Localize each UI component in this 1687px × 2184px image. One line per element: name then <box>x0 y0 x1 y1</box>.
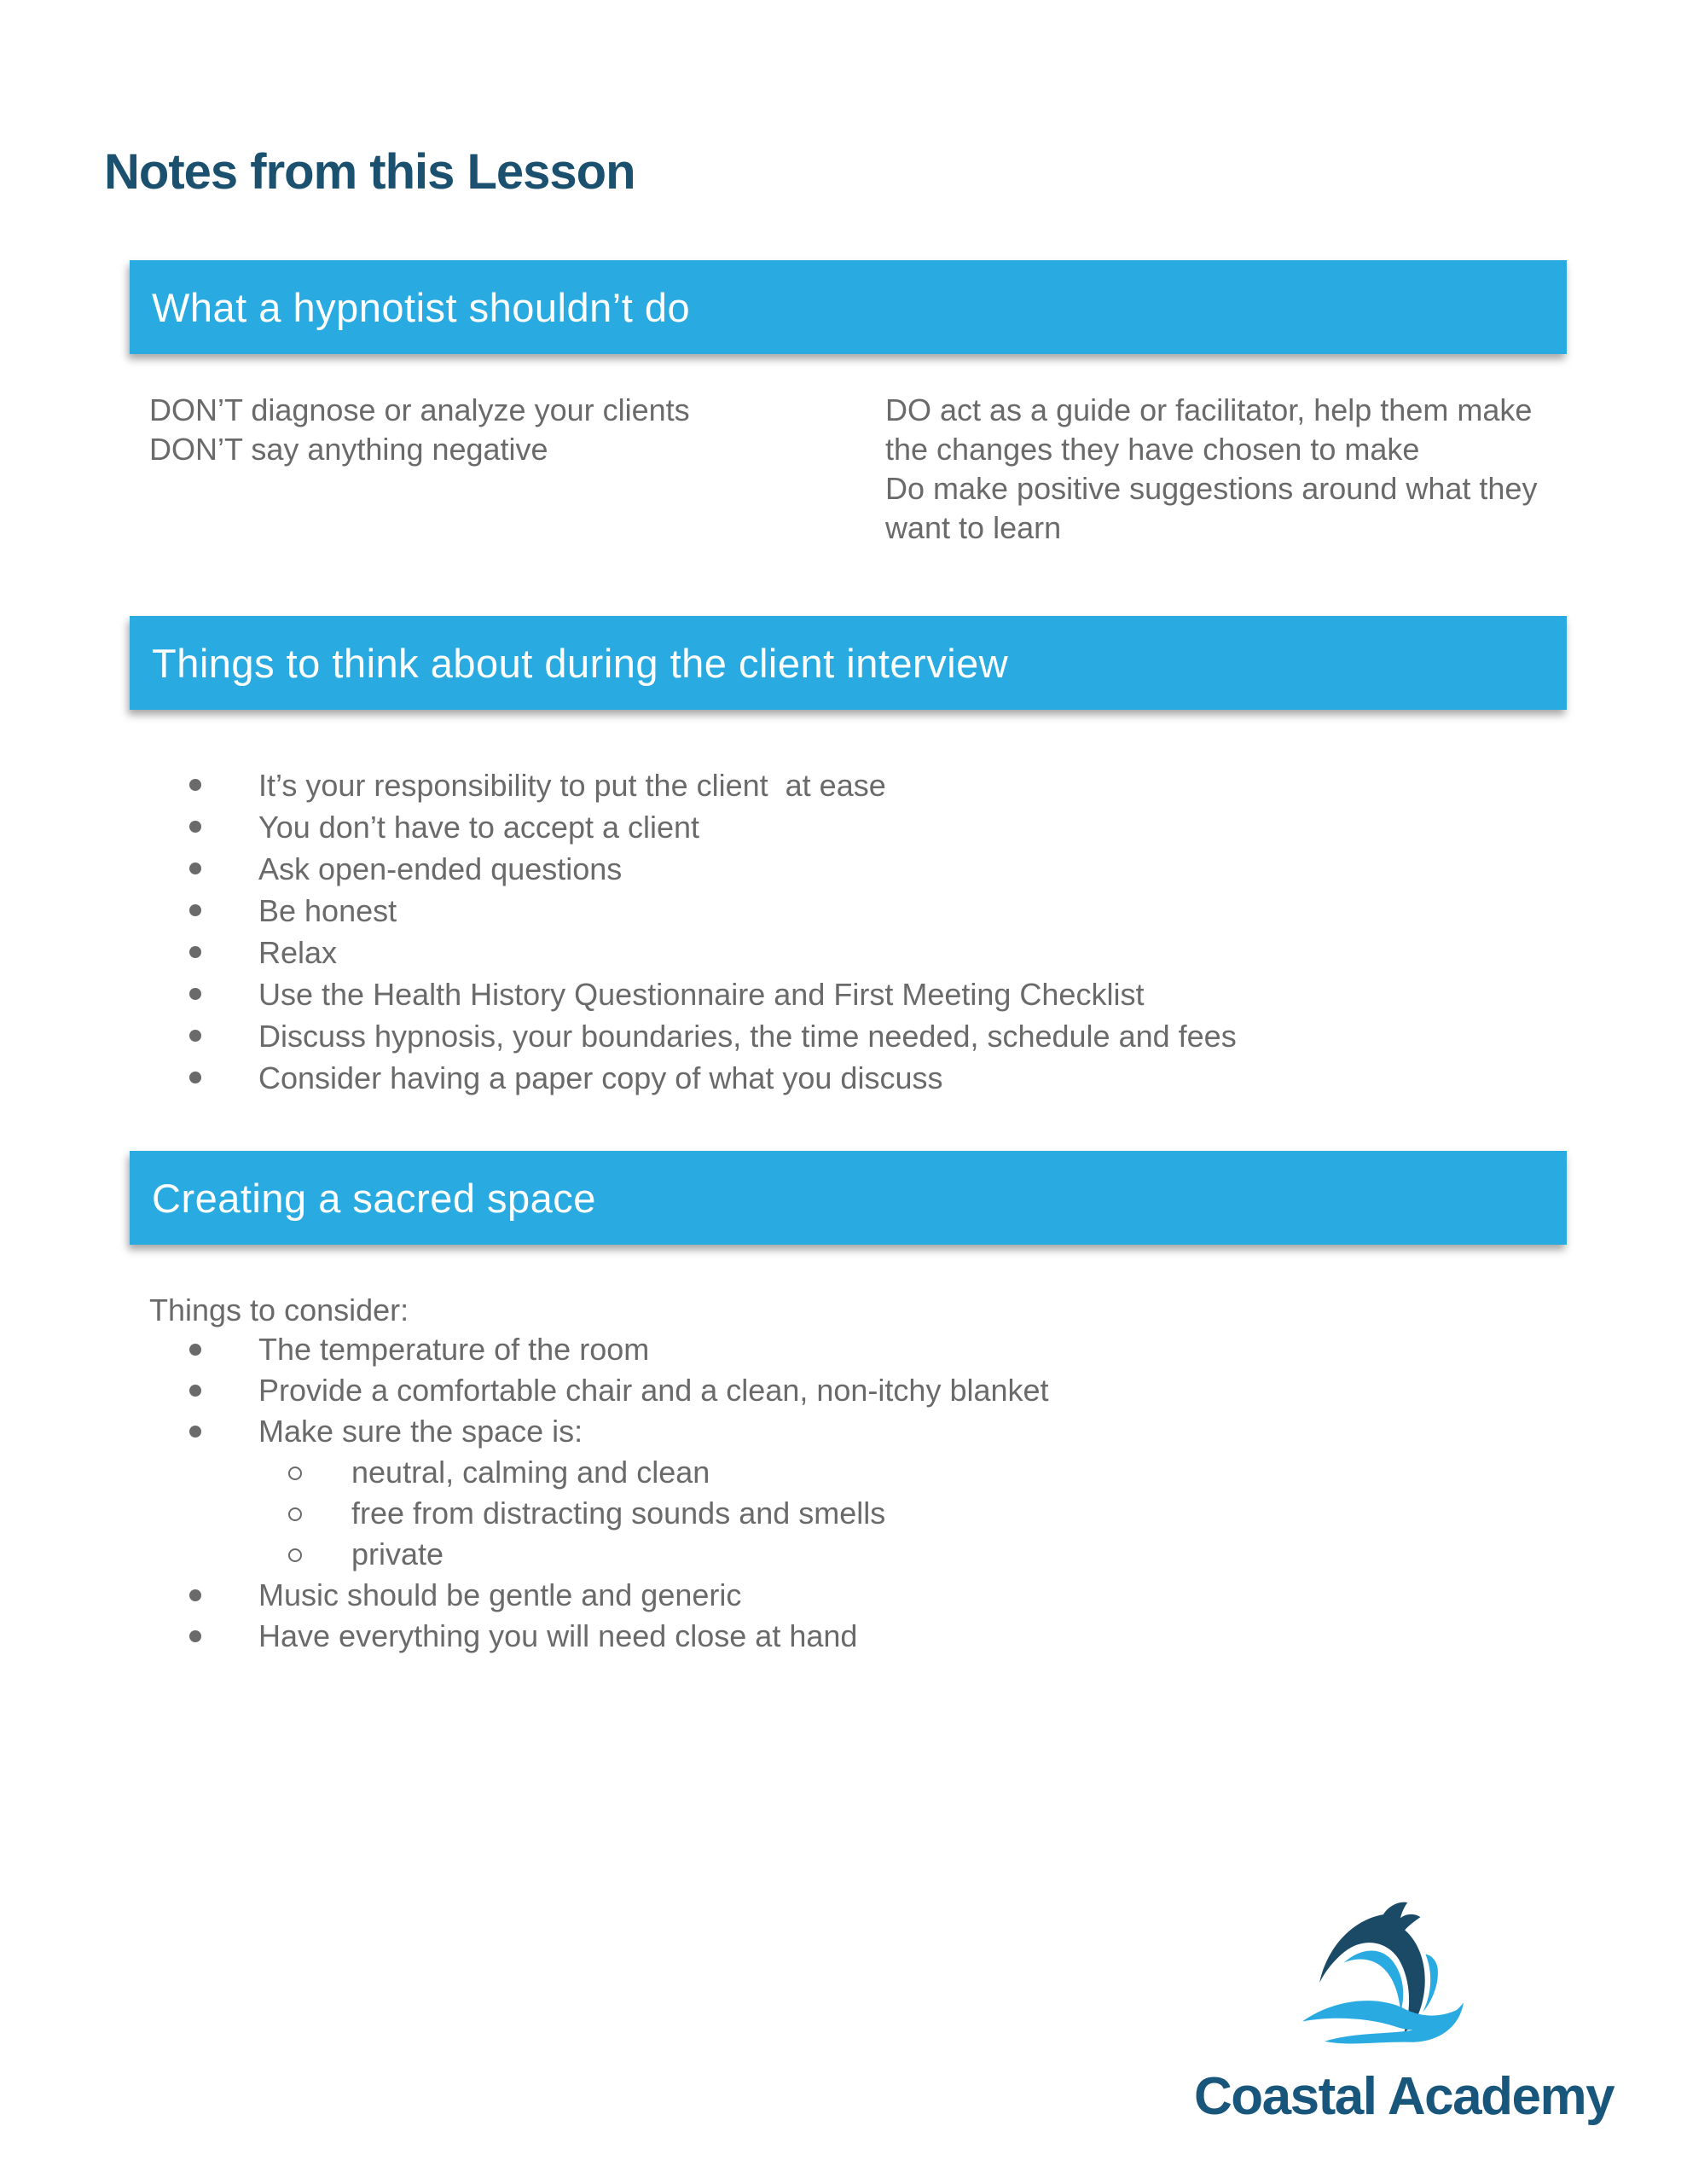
sub-list-item <box>0 1493 1687 1534</box>
bullet-icon <box>189 904 201 916</box>
list-item <box>0 848 1687 890</box>
hollow-bullet-icon <box>288 1507 302 1521</box>
list-item <box>0 1616 1687 1657</box>
bullet-icon <box>189 1344 201 1356</box>
bullet-icon <box>189 779 201 791</box>
sub-list-item-label: private <box>351 1536 444 1571</box>
donts-column <box>149 391 849 469</box>
list-item <box>0 973 1687 1015</box>
list-item-label: It’s your responsibility to put the client at ease <box>258 768 886 803</box>
list-item <box>0 932 1687 973</box>
do-item: DO act as a guide or facilitator, help them make the changes they have chosen to make <box>885 392 1533 467</box>
bullet-icon <box>189 1630 201 1642</box>
list-item-label: Have everything you will need close at hand <box>258 1618 858 1653</box>
list-item <box>0 1370 1687 1411</box>
list-item-label: Discuss hypnosis, your boundaries, the time needed, schedule and fees <box>258 1019 1237 1054</box>
bullet-icon <box>189 1426 201 1438</box>
bullet-icon <box>189 946 201 958</box>
list-item <box>0 1575 1687 1616</box>
sub-list-item <box>0 1452 1687 1493</box>
bullet-icon <box>189 988 201 1000</box>
hollow-bullet-icon <box>288 1467 302 1480</box>
list-item-label: Use the Health History Questionnaire and First Meeting Checklist <box>258 977 1145 1012</box>
hollow-bullet-icon <box>288 1548 302 1562</box>
section-header-interview-label: Things to think about during the client interview <box>152 640 1009 686</box>
sacred-space-intro: Things to consider: <box>149 1292 409 1327</box>
list-item <box>0 1015 1687 1057</box>
logo-wordmark: Coastal Academy <box>1194 2067 1615 2126</box>
list-item <box>0 1329 1687 1370</box>
list-item-label: The temperature of the room <box>258 1332 650 1367</box>
sacred-space-bullet-list <box>0 1329 1687 1657</box>
interview-bullet-list <box>0 764 1687 1099</box>
list-item <box>0 890 1687 932</box>
list-item-label: Provide a comfortable chair and a clean, non-itchy blanket <box>258 1373 1049 1408</box>
bullet-icon <box>189 1589 201 1601</box>
section-header-dont-do <box>130 260 1567 354</box>
bullet-icon <box>189 863 201 874</box>
sub-list-item-label: free from distracting sounds and smells <box>351 1496 886 1531</box>
list-item-label: Ask open-ended questions <box>258 851 623 886</box>
list-item-label: Be honest <box>258 893 397 928</box>
coastal-academy-logo <box>1194 1901 1615 2127</box>
bullet-icon <box>189 1072 201 1083</box>
list-item-label: Music should be gentle and generic <box>258 1577 742 1612</box>
section-header-sacred-space-label: Creating a sacred space <box>152 1175 596 1221</box>
list-item <box>0 764 1687 806</box>
sub-list-item-label: neutral, calming and clean <box>351 1455 710 1490</box>
list-item <box>0 1411 1687 1452</box>
list-item <box>0 806 1687 848</box>
list-item-label: Make sure the space is: <box>258 1414 583 1449</box>
sub-list-item <box>0 1534 1687 1575</box>
bullet-icon <box>189 1030 201 1042</box>
list-item <box>0 1057 1687 1099</box>
dont-item: DON’T diagnose or analyze your clients <box>149 392 690 427</box>
section-header-dont-do-label: What a hypnotist shouldn’t do <box>152 284 691 330</box>
bullet-icon <box>189 1385 201 1397</box>
list-item-label: Relax <box>258 935 338 970</box>
dos-column <box>885 391 1578 548</box>
list-item-label: Consider having a paper copy of what you discuss <box>258 1060 943 1095</box>
section-header-interview <box>130 616 1567 710</box>
bullet-icon <box>189 821 201 833</box>
section-header-sacred-space <box>130 1151 1567 1245</box>
dont-item: DON’T say anything negative <box>149 432 548 467</box>
dolphin-wave-icon <box>1290 1901 1487 2065</box>
do-item: Do make positive suggestions around what they want to learn <box>885 471 1538 545</box>
list-item-label: You don’t have to accept a client <box>258 810 700 845</box>
page-title: Notes from this Lesson <box>104 144 635 200</box>
